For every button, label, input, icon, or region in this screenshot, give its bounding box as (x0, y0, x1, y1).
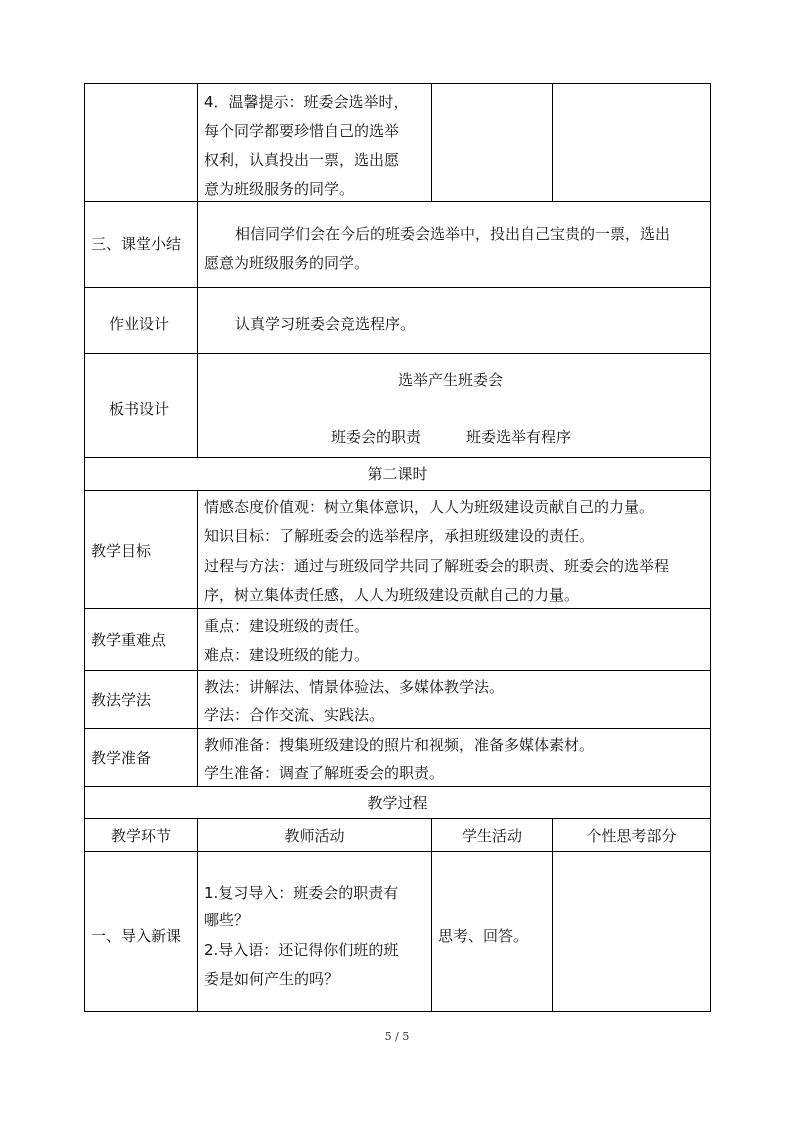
row-divider (84, 786, 711, 787)
tip-line-3: 权利，认真投出一票，选出愿 (204, 151, 400, 169)
row-divider (84, 1011, 711, 1012)
column-divider (431, 818, 432, 1011)
row-divider (84, 818, 711, 819)
tip-line-1: 4．温馨提示：班委会选举时， (204, 93, 409, 111)
methods-line-1: 教法：讲解法、情景体验法、多媒体教学法。 (204, 678, 505, 696)
goals-line-3: 过程与方法：通过与班级同学共同了解班委会的职责、班委会的选举程 (204, 557, 670, 575)
column-divider (197, 818, 198, 1011)
intro-teacher-line-1: 1.复习导入：班委会的职责有 (204, 884, 399, 902)
row-divider (84, 490, 711, 491)
board-left: 班委会的职责 (331, 428, 422, 446)
goals-line-2: 知识目标：了解班委会的选举程序，承担班级建设的责任。 (204, 527, 595, 545)
table-border-left (84, 83, 85, 1012)
page-number: 5 / 5 (384, 1030, 410, 1043)
column-divider (197, 83, 198, 457)
header-teacher: 教师活动 (284, 827, 345, 845)
row-divider (84, 728, 711, 729)
summary-line-1: 相信同学们会在今后的班委会选举中，投出自己宝贵的一票，选出 (235, 225, 671, 243)
row-divider (84, 851, 711, 852)
methods-line-2: 学法：合作交流、实践法。 (204, 706, 385, 724)
row-divider (84, 670, 711, 671)
second-lesson-title: 第二课时 (367, 465, 428, 483)
board-right: 班委选举有程序 (466, 428, 572, 446)
intro-teacher-line-4: 委是如何产生的吗？ (204, 970, 340, 988)
intro-teacher-line-3: 2.导入语：还记得你们班的班 (204, 941, 399, 959)
process-title: 教学过程 (367, 794, 428, 812)
tip-line-2: 每个同学都要珍惜自己的选举 (204, 122, 400, 140)
methods-label: 教法学法 (91, 691, 152, 709)
goals-line-4: 序，树立集体责任感，人人为班级建设贡献自己的力量。 (204, 586, 580, 604)
column-divider (197, 490, 198, 786)
preparation-line-2: 学生准备：调查了解班委会的职责。 (204, 764, 445, 782)
tip-line-4: 意为班级服务的同学。 (204, 180, 355, 198)
summary-line-2: 愿意为班级服务的同学。 (204, 254, 370, 272)
intro-label: 一、导入新课 (91, 927, 182, 945)
row-divider (84, 457, 711, 458)
row-divider (84, 201, 711, 202)
table-border-right (710, 83, 711, 1012)
header-student: 学生活动 (461, 827, 522, 845)
goals-label: 教学目标 (91, 542, 152, 560)
key-points-line-2: 难点：建设班级的能力。 (204, 646, 370, 664)
preparation-line-1: 教师准备：搜集班级建设的照片和视频，准备多媒体素材。 (204, 736, 595, 754)
row-divider (84, 353, 711, 354)
goals-line-1: 情感态度价值观：树立集体意识，人人为班级建设贡献自己的力量。 (204, 498, 655, 516)
board-title: 选举产生班委会 (398, 371, 504, 389)
board-label: 板书设计 (109, 400, 170, 418)
intro-teacher-line-2: 哪些？ (204, 911, 250, 929)
summary-label: 三、课堂小结 (91, 235, 182, 253)
header-personal: 个性思考部分 (586, 827, 677, 845)
column-divider (552, 818, 553, 1011)
row-divider (84, 608, 711, 609)
header-stage: 教学环节 (110, 827, 171, 845)
row-divider (84, 83, 711, 84)
row-divider (84, 287, 711, 288)
key-points-label: 教学重难点 (91, 631, 167, 649)
homework-text: 认真学习班委会竞选程序。 (235, 315, 416, 333)
intro-student: 思考、回答。 (438, 927, 529, 945)
preparation-label: 教学准备 (91, 749, 152, 767)
homework-label: 作业设计 (109, 315, 170, 333)
column-divider (552, 83, 553, 201)
column-divider (431, 83, 432, 201)
key-points-line-1: 重点：建设班级的责任。 (204, 617, 370, 635)
